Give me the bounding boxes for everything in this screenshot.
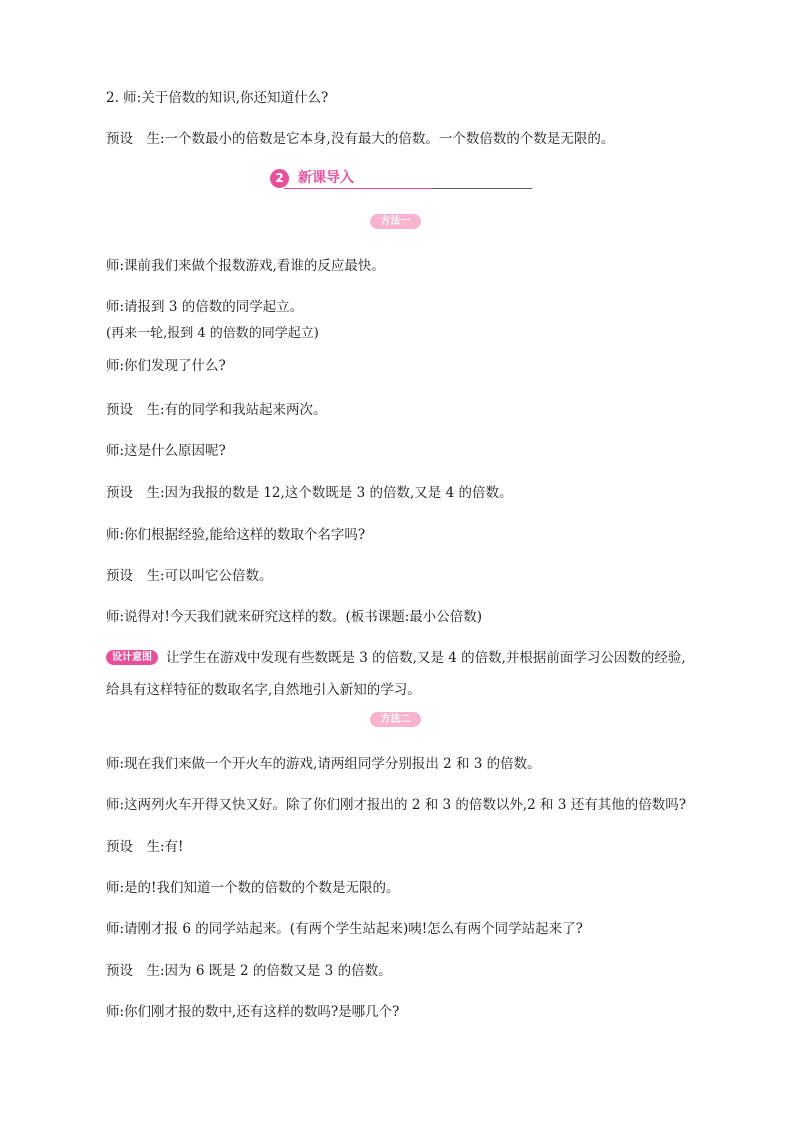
text-line: 师:请报到 3 的倍数的同学起立。 [106,299,304,315]
text-line: 预设 生:有! [106,839,184,855]
method-two-tag: 方法二 [370,712,421,727]
text-line: 师:这两列火车开得又快又好。除了你们刚才报出的 2 和 3 的倍数以外,2 和 3 还有其他的倍数吗? [106,797,686,813]
text-line: 师:是的!我们知道一个数的倍数的个数是无限的。 [106,880,400,896]
text-line: 师:你们发现了什么? [106,358,226,374]
section-divider [284,188,532,189]
text-line: 师:你们刚才报的数中,还有这样的数吗?是哪几个? [106,1004,400,1020]
text-line: (再来一轮,报到 4 的倍数的同学起立) [106,326,319,341]
design-intent-text-cont: 给具有这样特征的数取名字,自然地引入新知的学习。 [106,682,421,698]
text-line: 师:这是什么原因呢? [106,443,226,459]
section-header [270,168,532,190]
text-line: 师:请刚才报 6 的同学站起来。(有两个学生站起来)咦!怎么有两个同学站起来了? [106,921,583,937]
text-line: 预设 生:有的同学和我站起来两次。 [106,402,327,418]
text-line: 师:课前我们来做个报数游戏,看谁的反应最快。 [106,258,385,274]
method-one-tag: 方法一 [370,214,421,229]
text-line: 预设 生:一个数最小的倍数是它本身,没有最大的倍数。一个数倍数的个数是无限的。 [106,131,615,147]
text-line: 2. 师:关于倍数的知识,你还知道什么? [106,90,329,106]
text-line: 预设 生:因为我报的数是 12,这个数既是 3 的倍数,又是 4 的倍数。 [106,485,513,501]
section-number-badge: 2 [270,169,289,188]
text-line: 师:现在我们来做一个开火车的游戏,请两组同学分别报出 2 和 3 的倍数。 [106,756,541,772]
design-intent-text: 让学生在游戏中发现有些数既是 3 的倍数,又是 4 的倍数,并根据前面学习公因数的经验, [166,650,686,666]
text-line: 师:说得对!今天我们就来研究这样的数。(板书课题:最小公倍数) [106,609,483,625]
text-line: 预设 生:可以叫它公倍数。 [106,568,273,584]
section-title: 新课导入 [298,170,354,186]
text-line: 预设 生:因为 6 既是 2 的倍数又是 3 的倍数。 [106,963,392,979]
text-line: 师:你们根据经验,能给这样的数取个名字吗? [106,527,366,543]
design-intent-badge: 设计意图 [106,650,158,665]
